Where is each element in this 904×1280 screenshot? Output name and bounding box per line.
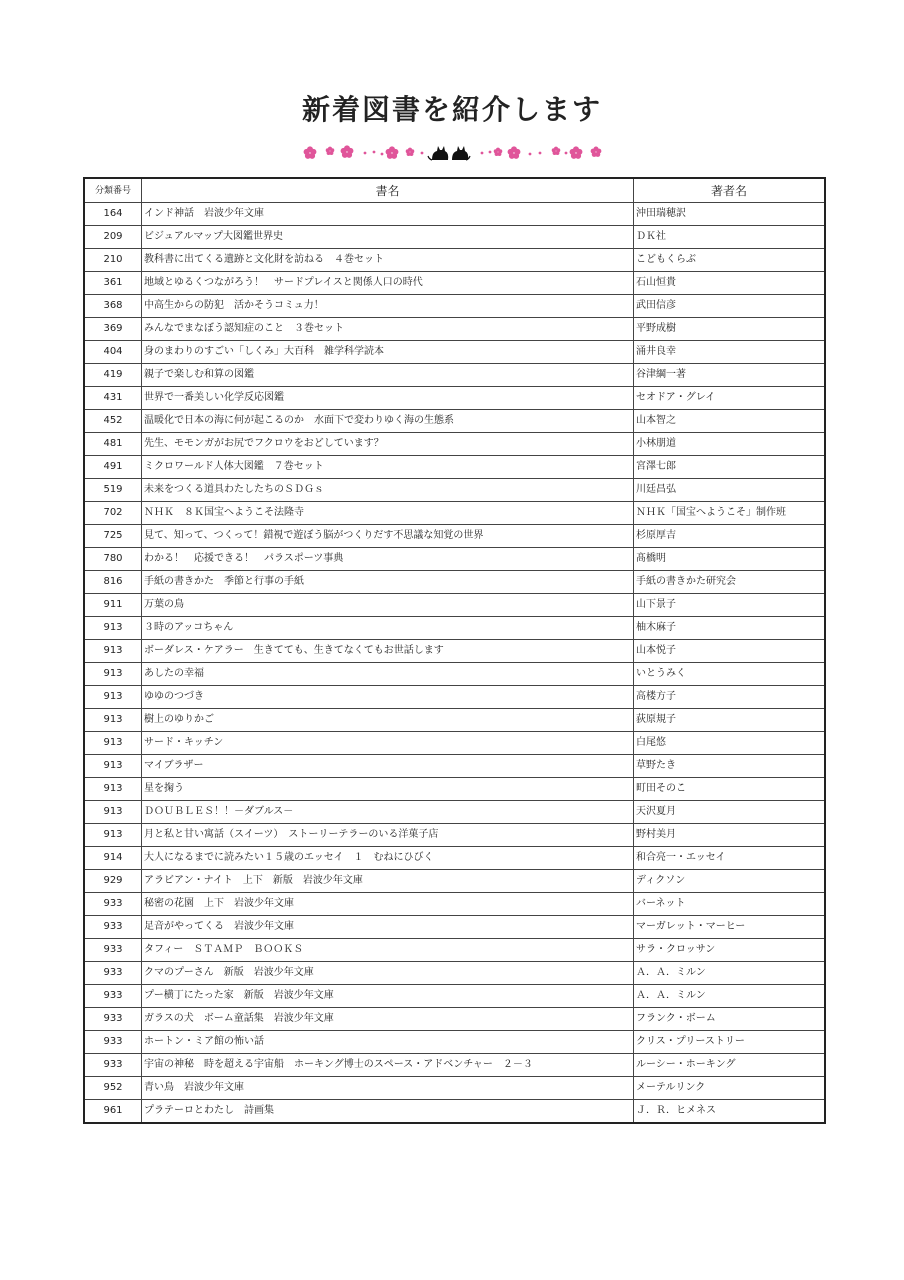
cell-title: ガラスの犬 ボーム童話集 岩波少年文庫 <box>142 1008 634 1031</box>
table-header-row <box>84 178 825 203</box>
cell-number: 419 <box>84 364 142 387</box>
cell-number: 481 <box>84 433 142 456</box>
cell-title: ゆゆのつづき <box>142 686 634 709</box>
cell-title: 青い鳥 岩波少年文庫 <box>142 1077 634 1100</box>
table-row <box>84 755 825 778</box>
cell-author: フランク・ボーム <box>634 1008 826 1031</box>
cell-number: 816 <box>84 571 142 594</box>
cell-author: バーネット <box>634 893 826 916</box>
cell-number: 933 <box>84 962 142 985</box>
table-row <box>84 548 825 571</box>
cell-title: プー横丁にたった家 新版 岩波少年文庫 <box>142 985 634 1008</box>
cell-title: サード・キッチン <box>142 732 634 755</box>
cell-title: アラビアン・ナイト 上下 新版 岩波少年文庫 <box>142 870 634 893</box>
table-row <box>84 640 825 663</box>
table-row <box>84 939 825 962</box>
cell-author: 山下景子 <box>634 594 826 617</box>
cell-number: 929 <box>84 870 142 893</box>
cell-number: 913 <box>84 755 142 778</box>
cell-number: 913 <box>84 709 142 732</box>
cell-number: 933 <box>84 1008 142 1031</box>
cell-title: ＤＯＵＢＬＥＳ！！－ダブルス－ <box>142 801 634 824</box>
cell-title: プラテーロとわたし 詩画集 <box>142 1100 634 1124</box>
table-row <box>84 364 825 387</box>
cell-number: 933 <box>84 985 142 1008</box>
cell-number: 933 <box>84 939 142 962</box>
cell-title: 手紙の書きかた 季節と行事の手紙 <box>142 571 634 594</box>
table-row <box>84 226 825 249</box>
cell-title: 万葉の鳥 <box>142 594 634 617</box>
table-row <box>84 824 825 847</box>
cell-title: 教科書に出てくる遺跡と文化財を訪ねる ４巻セット <box>142 249 634 272</box>
table-row <box>84 870 825 893</box>
table-row <box>84 663 825 686</box>
cell-author: 宮澤七郎 <box>634 456 826 479</box>
table-row <box>84 801 825 824</box>
cell-title: みんなでまなぼう認知症のこと ３巻セット <box>142 318 634 341</box>
cell-number: 913 <box>84 801 142 824</box>
cell-number: 913 <box>84 778 142 801</box>
cell-author: Ａ．Ａ．ミルン <box>634 985 826 1008</box>
cell-number: 911 <box>84 594 142 617</box>
cell-title: ボーダレス・ケアラー 生きてても、生きてなくてもお世話します <box>142 640 634 663</box>
cell-author: 小林朋道 <box>634 433 826 456</box>
cell-title: 地域とゆるくつながろう！ サードプレイスと関係人口の時代 <box>142 272 634 295</box>
table-row <box>84 985 825 1008</box>
cell-title: 秘密の花園 上下 岩波少年文庫 <box>142 893 634 916</box>
cell-number: 913 <box>84 732 142 755</box>
cell-author: 町田そのこ <box>634 778 826 801</box>
table-row <box>84 847 825 870</box>
cell-title: 親子で楽しむ和算の図鑑 <box>142 364 634 387</box>
cell-author: サラ・クロッサン <box>634 939 826 962</box>
cell-number: 913 <box>84 663 142 686</box>
cell-author: 涌井良幸 <box>634 341 826 364</box>
cell-number: 933 <box>84 893 142 916</box>
table-row <box>84 1031 825 1054</box>
cell-title: 星を掬う <box>142 778 634 801</box>
cell-author: クリス・プリーストリー <box>634 1031 826 1054</box>
cell-author: 白尾悠 <box>634 732 826 755</box>
cell-author: 川廷昌弘 <box>634 479 826 502</box>
table-row <box>84 571 825 594</box>
cell-title: 身のまわりのすごい「しくみ」大百科 雑学科学読本 <box>142 341 634 364</box>
table-row <box>84 249 825 272</box>
cell-title: あしたの幸福 <box>142 663 634 686</box>
header-title: 書名 <box>142 178 634 203</box>
cell-number: 913 <box>84 824 142 847</box>
cell-number: 913 <box>84 686 142 709</box>
cell-title: ＮＨＫ ８Ｋ国宝へようこそ法隆寺 <box>142 502 634 525</box>
cell-title: 月と私と甘い寓話（スイーツ） ストーリーテラーのいる洋菓子店 <box>142 824 634 847</box>
cell-number: 210 <box>84 249 142 272</box>
table-row <box>84 341 825 364</box>
cell-title: マイブラザー <box>142 755 634 778</box>
cell-author: 草野たき <box>634 755 826 778</box>
cell-title: クマのプーさん 新版 岩波少年文庫 <box>142 962 634 985</box>
table-row <box>84 295 825 318</box>
table-row <box>84 525 825 548</box>
cell-title: 宇宙の神秘 時を超える宇宙船 ホーキング博士のスペース・アドベンチャー ２－３ <box>142 1054 634 1077</box>
cell-number: 725 <box>84 525 142 548</box>
cell-author: 沖田瑞穂訳 <box>634 203 826 226</box>
cell-title: 世界で一番美しい化学反応図鑑 <box>142 387 634 410</box>
table-row <box>84 456 825 479</box>
cell-author: いとうみく <box>634 663 826 686</box>
table-row <box>84 387 825 410</box>
cell-author: セオドア・グレイ <box>634 387 826 410</box>
table-row <box>84 318 825 341</box>
cell-title: 足音がやってくる 岩波少年文庫 <box>142 916 634 939</box>
cell-author: 柚木麻子 <box>634 617 826 640</box>
cell-title: 樹上のゆりかご <box>142 709 634 732</box>
table-row <box>84 1077 825 1100</box>
table-row <box>84 778 825 801</box>
cell-author: こどもくらぶ <box>634 249 826 272</box>
cell-title: インド神話 岩波少年文庫 <box>142 203 634 226</box>
table-row <box>84 410 825 433</box>
table-row <box>84 479 825 502</box>
cell-number: 933 <box>84 1054 142 1077</box>
cell-title: ３時のアッコちゃん <box>142 617 634 640</box>
cell-title: ミクロワールド人体大図鑑 ７巻セット <box>142 456 634 479</box>
cell-number: 164 <box>84 203 142 226</box>
table-row <box>84 594 825 617</box>
cell-author: ディクソン <box>634 870 826 893</box>
cell-number: 914 <box>84 847 142 870</box>
cell-author: Ａ．Ａ．ミルン <box>634 962 826 985</box>
table-row <box>84 1054 825 1077</box>
cell-number: 519 <box>84 479 142 502</box>
cell-number: 368 <box>84 295 142 318</box>
table-row <box>84 916 825 939</box>
cell-number: 431 <box>84 387 142 410</box>
cell-number: 780 <box>84 548 142 571</box>
cell-title: わかる！ 応援できる！ パラスポーツ事典 <box>142 548 634 571</box>
cell-author: 杉原厚吉 <box>634 525 826 548</box>
cell-author: 天沢夏月 <box>634 801 826 824</box>
cell-number: 952 <box>84 1077 142 1100</box>
cell-title: 温暖化で日本の海に何が起こるのか 水面下で変わりゆく海の生態系 <box>142 410 634 433</box>
cell-title: 中高生からの防犯 活かそうコミュ力！ <box>142 295 634 318</box>
cell-author: ＮＨＫ「国宝へようこそ」制作班 <box>634 502 826 525</box>
cell-author: 髙橋明 <box>634 548 826 571</box>
flowers-and-cats-icon <box>0 138 904 168</box>
cell-author: 高楼方子 <box>634 686 826 709</box>
header-author: 著者名 <box>634 178 826 203</box>
cell-number: 404 <box>84 341 142 364</box>
cell-number: 933 <box>84 916 142 939</box>
table-row <box>84 433 825 456</box>
table-row <box>84 732 825 755</box>
cell-author: マーガレット・マーヒー <box>634 916 826 939</box>
cell-author: 手紙の書きかた研究会 <box>634 571 826 594</box>
cell-author: ＤＫ社 <box>634 226 826 249</box>
cell-number: 361 <box>84 272 142 295</box>
cell-title: タフィー ＳＴＡＭＰ ＢＯＯＫＳ <box>142 939 634 962</box>
table-row <box>84 1100 825 1124</box>
cell-number: 933 <box>84 1031 142 1054</box>
cell-author: 野村美月 <box>634 824 826 847</box>
cell-number: 961 <box>84 1100 142 1124</box>
cell-author: 和合亮一・エッセイ <box>634 847 826 870</box>
cell-title: ビジュアルマップ大図鑑世界史 <box>142 226 634 249</box>
table-row <box>84 617 825 640</box>
cell-title: ホートン・ミア館の怖い話 <box>142 1031 634 1054</box>
cell-number: 913 <box>84 617 142 640</box>
cell-number: 369 <box>84 318 142 341</box>
table-row <box>84 203 825 226</box>
cell-title: 先生、モモンガがお尻でフクロウをおどしています？ <box>142 433 634 456</box>
page-title: 新着図書を紹介します <box>301 93 602 126</box>
cell-title: 見て、知って、つくって！錯視で遊ぼう脳がつくりだす不思議な知覚の世界 <box>142 525 634 548</box>
header-number: 分類番号 <box>84 178 142 203</box>
cell-author: 山本悦子 <box>634 640 826 663</box>
table-row <box>84 686 825 709</box>
cell-author: 荻原規子 <box>634 709 826 732</box>
cell-author: ルーシー・ホーキング <box>634 1054 826 1077</box>
cell-title: 未来をつくる道具わたしたちのＳＤＧｓ <box>142 479 634 502</box>
table-row <box>84 502 825 525</box>
cell-author: 谷津綱一著 <box>634 364 826 387</box>
table-row <box>84 272 825 295</box>
table-row <box>84 893 825 916</box>
cell-author: 平野成樹 <box>634 318 826 341</box>
cell-number: 913 <box>84 640 142 663</box>
cell-author: 山本智之 <box>634 410 826 433</box>
cell-number: 491 <box>84 456 142 479</box>
cell-author: Ｊ．Ｒ．ヒメネス <box>634 1100 826 1124</box>
cell-number: 209 <box>84 226 142 249</box>
cell-number: 452 <box>84 410 142 433</box>
cell-title: 大人になるまでに読みたい１５歳のエッセイ １ むねにひびく <box>142 847 634 870</box>
table-row <box>84 1008 825 1031</box>
cell-author: メーテルリンク <box>634 1077 826 1100</box>
book-list-table <box>83 177 826 1124</box>
cell-number: 702 <box>84 502 142 525</box>
cell-author: 武田信彦 <box>634 295 826 318</box>
table-row <box>84 962 825 985</box>
table-row <box>84 709 825 732</box>
cell-author: 石山恒貴 <box>634 272 826 295</box>
